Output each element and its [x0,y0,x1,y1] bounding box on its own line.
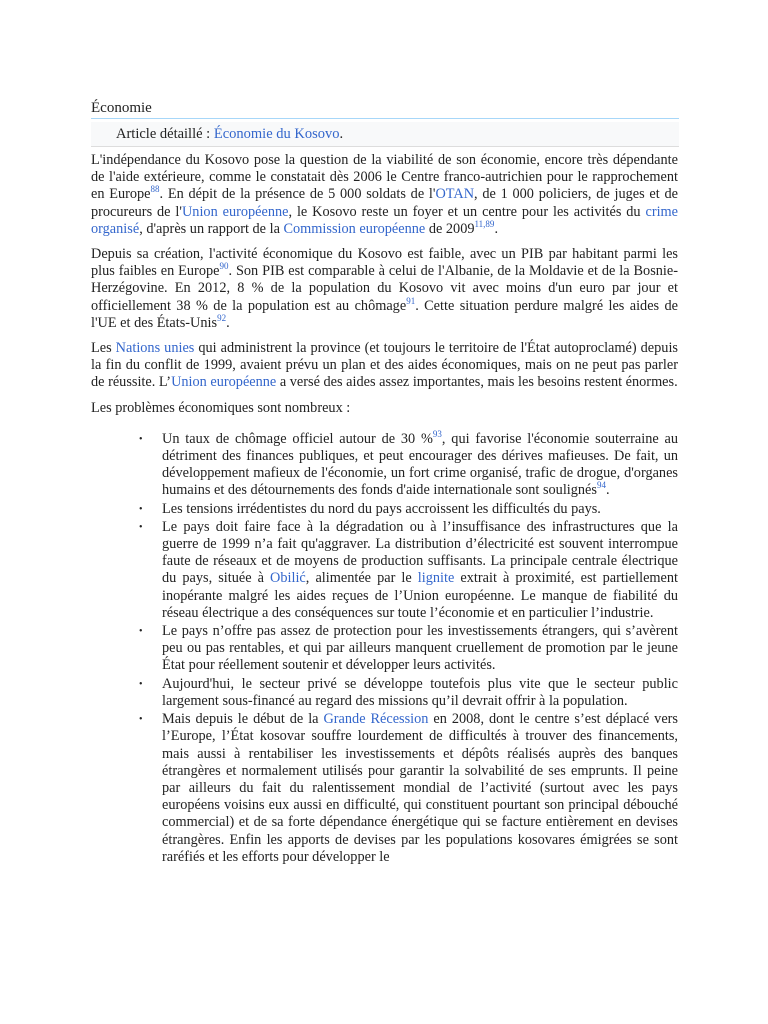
reference-94[interactable]: 94 [596,480,606,491]
reference-91[interactable]: 91 [406,295,416,306]
reference-92[interactable]: 92 [217,313,227,324]
text: Le pays n’offre pas assez de protection pour les investissements étrangers, qui s’avèrent peu ou pas rentables, et qui par ailleurs manquent cruellement de promotion par le jeune État pour réellement soutenir et développer leurs activités. [162,623,678,674]
text: Les tensions irrédentistes du nord du pays accroissent les difficultés du pays. [162,500,601,517]
list-item [139,675,678,710]
section-heading: Économie [91,99,679,119]
reference-90[interactable]: 90 [219,261,229,272]
text: . [605,482,610,499]
text: de 2009 [425,220,475,237]
text: extrait à proximité, est partiellement inopérante malgré les aides reçues de l’Union européenne. Le manque de fiabilité du réseau électrique a des conséquences sur toute l’économie et en particulier l’industrie. [162,570,678,621]
bullet: • [139,678,143,690]
text: , qui favorise l'économie souterraine au détriment des finances publiques, et peut encourager des dérives mafieuses. De fait, un développement mafieux de l'économie, un fort crime organisé, trafic de drogue, d'organes humains et des détournements des fonds d'aide internationale sont soulignés [162,430,678,499]
link-nations-unies[interactable]: Nations unies [115,340,195,357]
text: . Cette situation perdure malgré les aides de l'UE et des États-Unis [91,297,678,331]
link-otan[interactable]: OTAN [435,186,475,203]
list-item [139,500,678,518]
text: Mais depuis le début de la [162,711,324,728]
bullet: • [139,503,143,515]
text: L'indépendance du Kosovo pose la question de la viabilité de son économie, encore très dépendante de l'aide extérieure, comme le constatait dès 2006 le Centre franco-autrichien pour le rapprochement en Europe [91,152,678,203]
list-item [139,711,678,866]
reference-88[interactable]: 88 [150,184,160,195]
link-union-europeenne-2[interactable]: Union européenne [171,374,277,391]
paragraph-independence [91,152,678,238]
link-lignite[interactable]: lignite [417,570,455,587]
text: . [494,220,499,237]
text: Aujourd'hui, le secteur privé se développe toutefois plus vite que le secteur public largement sous-financé au regard des missions qu’il devrait offrir à la population. [162,675,678,709]
text: Un taux de chômage officiel autour de 30 % [162,430,433,447]
text: en 2008, dont le centre s’est déplacé vers l’Europe, l’État kosovar souffre lourdement de difficultés à trouver des financements, mais aussi à rentabiliser les investissements et dépôts réalisés auprès des banques étrangères et normalement utilisés pour garantir la solvabilité de ses emprunts. Il peine par ailleurs du fait du ralentissement mondial de l’activité (surtout avec les pays européens voisins eux aussi en difficulté, qui constituent pourtant son principal débouché commercial) et de sa forte dépendance énergétique qui se facture entièrement en devises étrangères. Enfin les apports de devises par les populations kosovares émigrées se sont raréfiés et les efforts pour développer le [162,711,678,865]
bullet: • [139,626,143,638]
paragraph-problems-intro: Les problèmes économiques sont nombreux : [91,399,351,416]
text: a versé des aides assez importantes, mais les besoins restent énormes. [276,374,678,391]
text: Le pays doit faire face à la dégradation ou à l’insuffisance des infrastructures que la guerre de 1999 n’a fait qu'aggraver. La distribution d’électricité est souvent interrompue faute de réseaux et de moyens de production suffisants. La principale centrale électrique du pays, située à [162,518,678,587]
hatnote [91,122,679,147]
text: , d'après un rapport de la [139,220,284,237]
bullet: • [139,714,143,726]
hatnote-prefix: Article détaillé : [116,126,214,142]
link-commission-europeenne[interactable]: Commission européenne [283,220,426,237]
hatnote-link-economie-kosovo[interactable]: Économie du Kosovo [213,126,340,142]
paragraph-creation [91,246,678,332]
text: , alimentée par le [305,570,418,587]
text: , de 1 000 policiers, de juges et de procureurs de l' [91,186,678,220]
paragraph-nations-unies [91,340,678,392]
problems-list [91,431,678,866]
reference-93[interactable]: 93 [432,429,442,440]
link-grande-recession[interactable]: Grande Récession [323,711,429,728]
list-item [139,623,678,675]
article-body [91,152,678,867]
list-item [139,518,678,622]
bullet: • [139,521,143,533]
text: . En dépit de la présence de 5 000 soldats de l' [159,186,436,203]
link-crime-organise[interactable]: crime organisé [91,203,679,237]
text: qui administrent la province (et toujours le territoire de l'État autoproclamé) depuis la fin du conflit de 1999, avaient prévu un plan et des aides économiques, mais on ne peut pas parler de réussite. L’ [91,340,678,391]
list-item [139,429,678,500]
text: . Son PIB est comparable à celui de l'Albanie, de la Moldavie et de la Bosnie-Herzégovine. En 2012, 8 % de la population du Kosovo vit avec moins d'un euro par jour et officiellement 38 % de la population est au chômage [91,263,678,314]
reference-11-89[interactable]: 11,89 [474,219,495,230]
text: Depuis sa création, l'activité économique du Kosovo est faible, avec un PIB par habitant parmi les plus faibles en Europe [91,246,678,280]
text: Les [91,340,116,357]
text: , le Kosovo reste un foyer et un centre pour les activités du [288,203,646,220]
text: . [226,314,230,331]
link-union-europeenne[interactable]: Union européenne [181,203,289,220]
bullet: • [139,433,143,445]
hatnote-suffix: . [339,126,344,142]
link-obilic[interactable]: Obilić [270,570,306,587]
